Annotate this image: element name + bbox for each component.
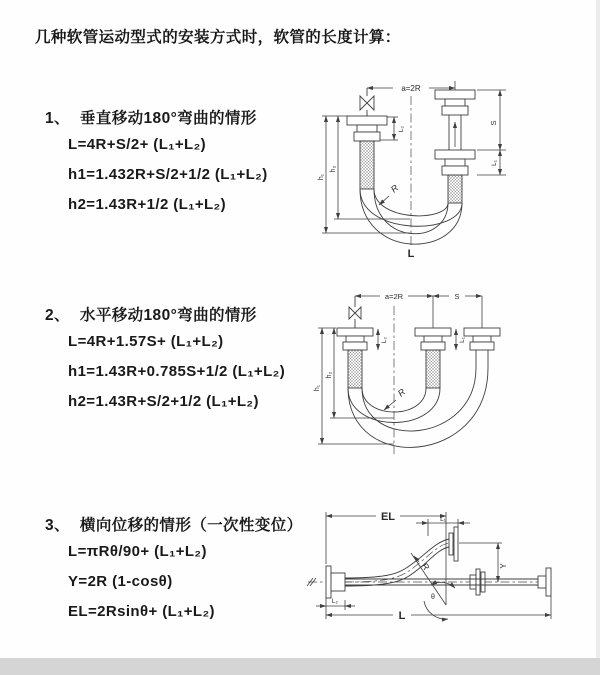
section1-heading — [45, 106, 257, 128]
section1-formula-h2: h2=1.43R+1/2 (L₁+L₂) — [68, 196, 227, 213]
hose-braid-left — [348, 350, 362, 388]
hose-braid-mid — [426, 350, 440, 388]
section3-formula-L: L=πRθ/90+ (L₁+L₂) — [68, 543, 207, 560]
hose-u-curves — [348, 368, 488, 447]
hose-braid-right — [448, 175, 462, 203]
dim-label-stroke-s: S — [489, 120, 498, 126]
section2-number: 2、 — [45, 307, 70, 324]
section1-formula-h1: h1=1.432R+S/2+1/2 (L₁+L₂) — [68, 166, 268, 183]
section1-number: 1、 — [45, 110, 70, 127]
hose-braid-left — [360, 141, 374, 189]
dim-label-h1: h₁ — [318, 173, 325, 181]
dim-label-el: EL — [380, 511, 396, 523]
dim-label-h2: h₂ — [326, 371, 333, 379]
diagram-vertical-bend — [310, 70, 598, 262]
dim-label-l2: L₂ — [398, 125, 405, 133]
dim-label-h2: h₂ — [330, 165, 337, 173]
dim-label-a2r: a=2R — [384, 292, 404, 301]
dimension-lines — [318, 296, 482, 444]
dim-label-a2r: a=2R — [401, 84, 421, 93]
page-title: 几种软管运动型式的安装方式时，软管的长度计算： — [35, 29, 401, 46]
section2-formula-h2: h2=1.43R+S/2+1/2 (L₁+L₂) — [68, 393, 259, 410]
section3-formula-Y: Y=2R (1-cosθ) — [68, 573, 173, 590]
dim-label-stroke-s: S — [454, 292, 460, 301]
scan-edge-right — [596, 0, 600, 658]
diagram-lateral-shift — [298, 500, 598, 655]
dimension-lines — [316, 512, 551, 619]
scan-edge-bottom — [0, 658, 600, 675]
dimension-lines — [322, 81, 506, 233]
section3-number: 3、 — [45, 517, 70, 534]
dim-label-h1: h₁ — [314, 384, 321, 392]
dim-label-l1: L₁ — [491, 160, 498, 166]
section3-heading — [45, 513, 303, 535]
section1-formula-L: L=4R+S/2+ (L₁+L₂) — [68, 136, 207, 153]
valve-icon — [360, 88, 374, 116]
section2-heading — [45, 303, 257, 325]
angle-label: θ — [431, 594, 435, 601]
pipe-flanges — [326, 527, 551, 598]
section3-title: 横向位移的情形（一次性变位） — [79, 517, 303, 534]
dim-label-l1: L₁ — [440, 516, 446, 523]
dim-label-l1: L₁ — [459, 337, 466, 343]
section3-formula-EL: EL=2Rsinθ+ (L₁+L₂) — [68, 603, 215, 620]
dim-label-y: Y — [499, 563, 508, 569]
valve-icon — [349, 296, 361, 328]
dim-label-l: L — [398, 610, 406, 622]
radius-label: R — [388, 182, 401, 195]
section2-title: 水平移动180°弯曲的情形 — [79, 307, 257, 324]
radius-label: R — [395, 386, 408, 399]
angle-annotation — [411, 553, 455, 619]
length-label: L — [407, 248, 415, 260]
section2-formula-L: L=4R+1.57S+ (L₁+L₂) — [68, 333, 224, 350]
section2-formula-h1: h1=1.43R+0.785S+1/2 (L₁+L₂) — [68, 363, 286, 380]
section1-title: 垂直移动180°弯曲的情形 — [79, 110, 257, 127]
dim-label-l2: L₂ — [331, 598, 339, 605]
radius-label: R — [419, 560, 432, 573]
diagram-horizontal-bend — [310, 282, 598, 470]
dim-label-l2: L₂ — [381, 336, 388, 344]
